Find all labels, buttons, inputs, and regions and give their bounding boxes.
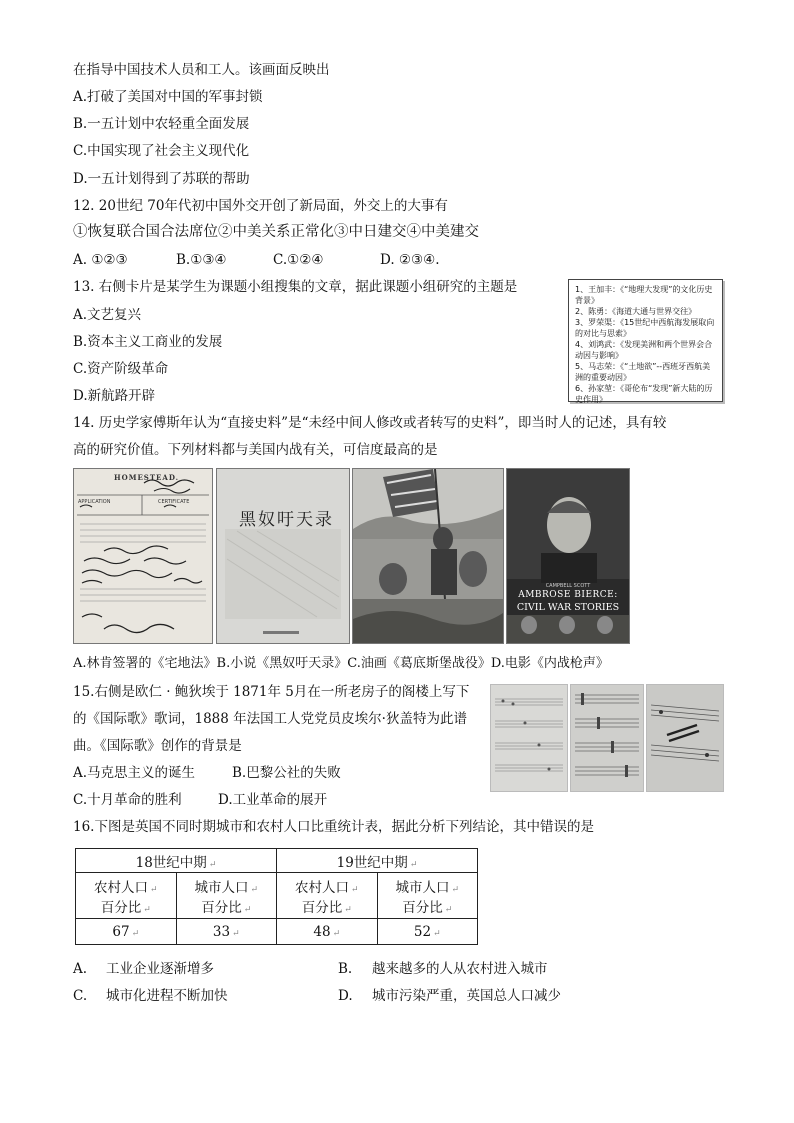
q15-option-d: D.工业革命的展开 [218, 792, 328, 808]
q15-option-c: C.十月革命的胜利 [73, 792, 182, 808]
sheet-music-image-2 [570, 684, 644, 792]
q13-option-b: B.资本主义工商业的发展 [73, 334, 223, 350]
staff-lines [647, 685, 723, 791]
q15-line2: 的《国际歌》歌词，1888 年法国工人党党员皮埃尔·狄盖特为此谱 [73, 711, 467, 727]
q16-stem: 16.下图是英国不同时期城市和农村人口比重统计表，据此分析下列结论，其中错误的是 [73, 819, 594, 835]
homestead-title: HOMESTEAD. [114, 473, 180, 482]
header-urban-19c: 城市人口 ↵ 百分比 ↵ [377, 873, 478, 919]
q16-option-c-letter: C. [73, 988, 88, 1004]
q15-line3: 曲。《国际歌》创作的背景是 [73, 738, 242, 754]
gettysburg-painting-image [352, 468, 504, 644]
card-item: 3、罗荣渠：《15世纪中西航海发展取向的对比与思索》 [575, 318, 715, 338]
value-rural-19c: 48 ↵ [277, 919, 378, 945]
header-rural-18c: 农村人口 ↵ 百分比 ↵ [76, 873, 177, 919]
header-period-18c: 18世纪中期 ↵ [76, 849, 277, 873]
q16-option-a-text: 工业企业逐渐增多 [106, 961, 214, 977]
poster-figures [507, 469, 629, 643]
q11-option-b: B.一五计划中农轻重全面发展 [73, 116, 250, 132]
q16-option-c-text: 城市化进程不断加快 [106, 988, 228, 1004]
q16-option-d-text: 城市污染严重，英国总人口减少 [372, 988, 561, 1004]
q16-option-b-letter: B. [338, 961, 353, 977]
novel-title: 黑奴吁天录 [239, 510, 334, 530]
q11-option-c: C.中国实现了社会主义现代化 [73, 143, 250, 159]
staff-lines [571, 685, 643, 791]
article-card [568, 279, 723, 402]
homestead-label-left: APPLICATION [78, 499, 111, 505]
card-item: 4、刘鸿武：《发现美洲和两个世界会合动因与影响》 [575, 340, 713, 360]
q11-stem: 在指导中国技术人员和工人。该画面反映出 [73, 62, 330, 78]
header-rural-19c: 农村人口 ↵ 百分比 ↵ [277, 873, 378, 919]
staff-lines [491, 685, 567, 791]
q12-items: ①恢复联合国合法席位②中美关系正常化③中日建交④中美建交 [73, 224, 479, 240]
poster-title-line1: AMBROSE BIERCE: [518, 590, 618, 600]
q11-option-a: A.打破了美国对中国的军事封锁 [73, 89, 263, 105]
sheet-music-image-3 [646, 684, 724, 792]
q13-option-c: C.资产阶级革命 [73, 361, 169, 377]
q12-stem: 12. 20世纪 70年代初中国外交开创了新局面，外交上的大事有 [73, 198, 448, 214]
novel-cover-pattern [217, 469, 349, 643]
q15-line1: 15.右侧是欧仁 · 鲍狄埃于 1871年 5月在一所老房子的阁楼上写下 [73, 684, 470, 700]
q12-option-a: A. ①②③ [73, 252, 128, 268]
novel-cover-image [216, 468, 350, 644]
header-urban-18c: 城市人口 ↵ 百分比 ↵ [176, 873, 277, 919]
q14-options: A.林肯签署的《宅地法》B.小说《黑奴吁天录》C.油画《葛底斯堡战役》D.电影《内战枪声》 [73, 656, 609, 671]
card-item: 6、孙家堃：《哥伦布“发现”新大陆的历史作用》 [575, 384, 713, 404]
q13-stem: 13. 右侧卡片是某学生为课题小组搜集的文章，据此课题小组研究的主题是 [73, 279, 518, 295]
header-period-19c: 19世纪中期 ↵ [277, 849, 478, 873]
poster-title-line2: CIVIL WAR STORIES [516, 602, 620, 613]
q11-option-d: D.一五计划得到了苏联的帮助 [73, 171, 250, 187]
q13-option-d: D.新航路开辟 [73, 388, 156, 404]
card-item: 1、王加丰：《“地理大发现”的文化历史背景》 [575, 285, 713, 305]
value-urban-19c: 52 ↵ [377, 919, 478, 945]
q14-stem-line2: 高的研究价值。下列材料都与美国内战有关，可信度最高的是 [73, 442, 438, 458]
q15-option-a: A.马克思主义的诞生 [73, 765, 196, 781]
q12-option-d: D. ②③④. [380, 252, 440, 268]
poster-credit: CAMPBELL SCOTT [545, 583, 591, 589]
card-item: 2、陈勇：《海道大通与世界交往》 [575, 307, 697, 316]
population-table [75, 848, 478, 945]
homestead-label-right: CERTIFICATE [158, 499, 190, 505]
q12-option-b: B.①③④ [176, 252, 227, 268]
q12-option-c: C.①②④ [273, 252, 324, 268]
q16-option-a-letter: A. [73, 961, 88, 977]
q14-stem-line1: 14. 历史学家傅斯年认为“直接史料”是“未经中间人修改或者转写的史料”，即当时人的记述，具有较 [73, 415, 667, 431]
q15-option-b: B.巴黎公社的失败 [232, 765, 341, 781]
q16-option-d-letter: D. [338, 988, 353, 1004]
novel-publisher-mark [263, 631, 299, 634]
homestead-handwriting [74, 469, 212, 643]
movie-poster-image [506, 468, 630, 644]
q16-option-b-text: 越来越多的人从农村进入城市 [372, 961, 548, 977]
value-rural-18c: 67 ↵ [76, 919, 177, 945]
value-urban-18c: 33 ↵ [176, 919, 277, 945]
card-item: 5、马志荣：《“土地欲”--西班牙西航美洲的重要动因》 [575, 362, 711, 382]
homestead-document-image [73, 468, 213, 644]
sheet-music-image-1 [490, 684, 568, 792]
battle-scene [353, 469, 503, 643]
q13-option-a: A.文艺复兴 [73, 307, 142, 323]
